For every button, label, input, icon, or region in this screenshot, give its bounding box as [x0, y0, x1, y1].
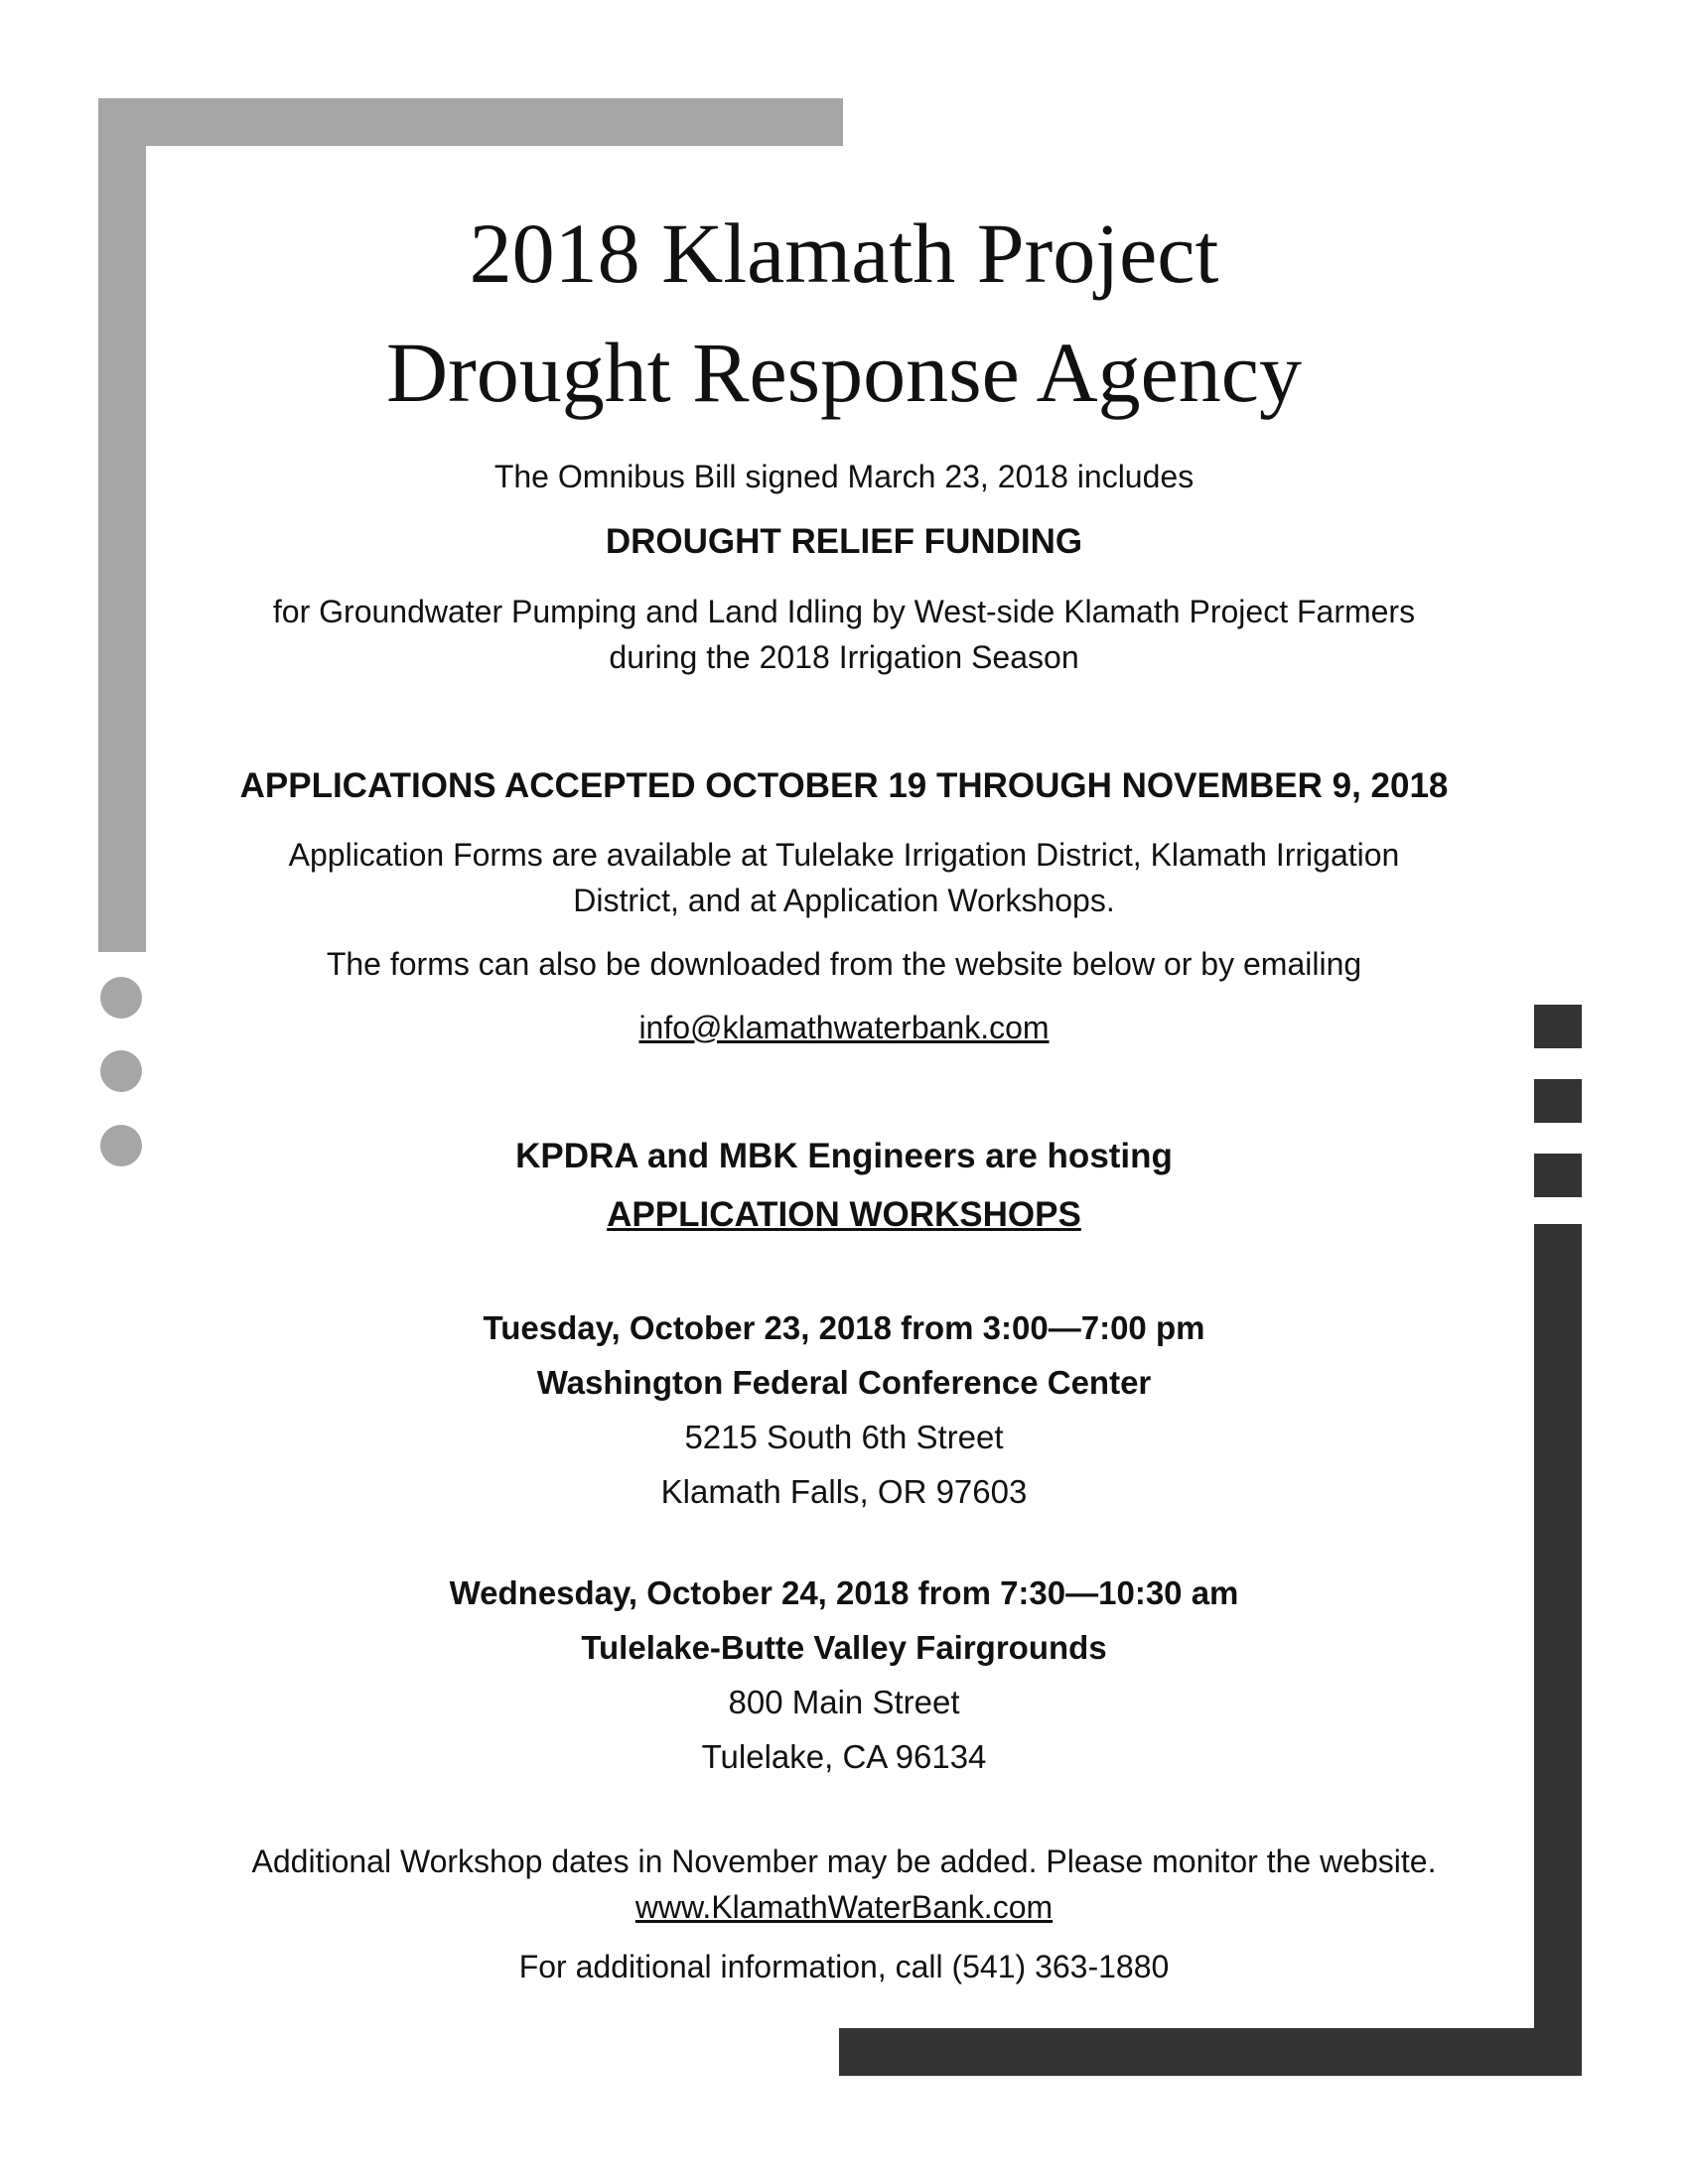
event-1-when: Tuesday, October 23, 2018 from 3:00—7:00 pm [483, 1309, 1205, 1346]
workshop-event-2 [159, 1566, 1529, 1784]
page-title [159, 194, 1529, 432]
decorative-dot-3 [100, 1125, 142, 1166]
event-1-venue: Washington Federal Conference Center [536, 1364, 1152, 1401]
workshop-event-1 [159, 1300, 1529, 1519]
website-link[interactable]: www.KlamathWaterBank.com [634, 1889, 1054, 1925]
frame-bottom-bar [839, 2028, 1582, 2076]
title-line-2: Drought Response Agency [386, 325, 1302, 420]
purpose-line-2: during the 2018 Irrigation Season [609, 639, 1079, 675]
applications-heading: APPLICATIONS ACCEPTED OCTOBER 19 THROUGH NOVEMBER 9, 2018 [239, 766, 1449, 805]
decorative-dot-2 [100, 1050, 142, 1092]
omnibus-text: The Omnibus Bill signed March 23, 2018 includes [493, 459, 1195, 494]
phone-text: For additional information, call (541) 363-1880 [518, 1949, 1170, 1984]
workshops-hosts: KPDRA and MBK Engineers are hosting [515, 1137, 1173, 1175]
website-line [159, 1884, 1529, 1930]
event-2-city: Tulelake, CA 96134 [701, 1738, 987, 1775]
frame-left-bar [98, 98, 146, 952]
workshops-heading: APPLICATION WORKSHOPS [607, 1195, 1081, 1234]
email-line [159, 1007, 1529, 1048]
forms-line-2: District, and at Application Workshops. [573, 883, 1115, 918]
decorative-dot-1 [100, 977, 142, 1019]
event-1-street: 5215 South 6th Street [684, 1419, 1004, 1455]
purpose-line-1: for Groundwater Pumping and Land Idling by West-side Klamath Project Farmers [272, 594, 1416, 629]
title-line-1: 2018 Klamath Project [469, 205, 1219, 301]
event-2-street: 800 Main Street [728, 1684, 960, 1720]
event-2-venue: Tulelake-Butte Valley Fairgrounds [581, 1629, 1107, 1666]
download-text: The forms can also be downloaded from the website below or by emailing [326, 946, 1362, 982]
purpose-text [159, 589, 1529, 680]
event-2-when: Wednesday, October 24, 2018 from 7:30—10:30 am [449, 1574, 1239, 1611]
decorative-square-2 [1534, 1079, 1582, 1123]
forms-line-1: Application Forms are available at Tulelake Irrigation District, Klamath Irrigation [288, 837, 1400, 873]
decorative-square-1 [1534, 1005, 1582, 1048]
additional-dates-text: Additional Workshop dates in November may be added. Please monitor the website. [251, 1843, 1437, 1879]
email-link[interactable]: info@klamathwaterbank.com [638, 1010, 1050, 1045]
funding-heading: DROUGHT RELIEF FUNDING [605, 522, 1083, 561]
event-1-city: Klamath Falls, OR 97603 [660, 1473, 1028, 1510]
frame-right-bar [1534, 1224, 1582, 2076]
decorative-square-3 [1534, 1154, 1582, 1197]
forms-text [159, 832, 1529, 923]
frame-top-bar [98, 98, 843, 146]
